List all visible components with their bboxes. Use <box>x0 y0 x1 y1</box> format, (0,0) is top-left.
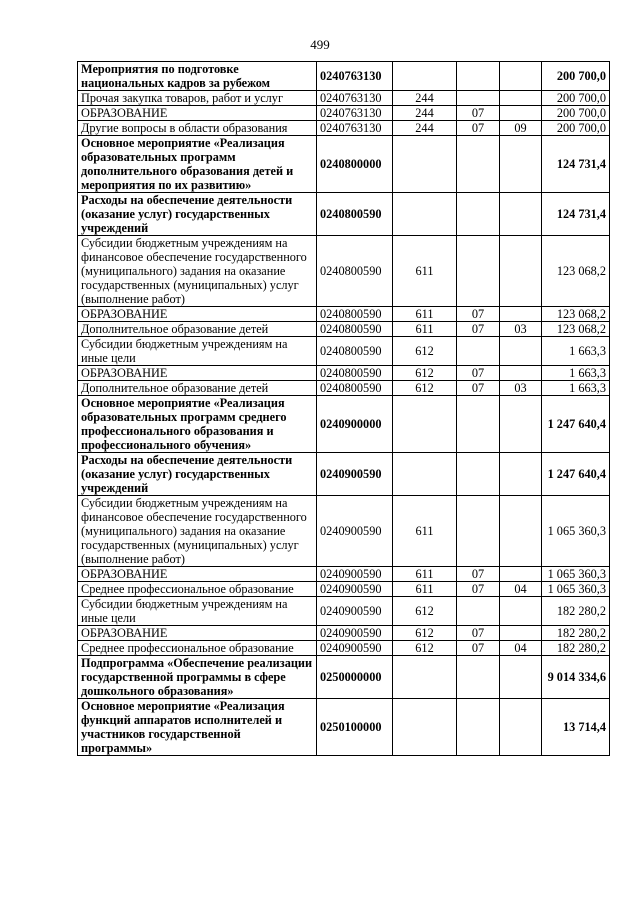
row-subsection-cell: 03 <box>500 381 542 396</box>
row-amount-cell: 123 068,2 <box>542 307 610 322</box>
row-name-cell: ОБРАЗОВАНИЕ <box>78 626 317 641</box>
row-amount-cell: 200 700,0 <box>542 91 610 106</box>
row-expense-type-cell: 611 <box>393 496 457 567</box>
table-row <box>78 567 610 582</box>
row-subsection-cell <box>500 91 542 106</box>
row-code-cell: 0240800590 <box>317 322 393 337</box>
row-code-cell: 0250100000 <box>317 699 393 756</box>
row-subsection-cell <box>500 307 542 322</box>
row-name-cell: ОБРАЗОВАНИЕ <box>78 307 317 322</box>
row-section-cell: 07 <box>457 381 500 396</box>
row-name-cell: ОБРАЗОВАНИЕ <box>78 366 317 381</box>
row-expense-type-cell <box>393 699 457 756</box>
row-section-cell: 07 <box>457 366 500 381</box>
table-row <box>78 496 610 567</box>
row-section-cell: 07 <box>457 307 500 322</box>
row-section-cell <box>457 91 500 106</box>
row-code-cell: 0240763130 <box>317 91 393 106</box>
row-name-cell: Основное мероприятие «Реализация функций аппаратов исполнителей и участников государственной программы» <box>78 699 317 756</box>
row-amount-cell: 1 663,3 <box>542 337 610 366</box>
row-amount-cell: 1 663,3 <box>542 381 610 396</box>
row-code-cell: 0240800590 <box>317 381 393 396</box>
table-row <box>78 453 610 496</box>
row-subsection-cell <box>500 62 542 91</box>
row-name-cell: Основное мероприятие «Реализация образовательных программ среднего профессионального образования и профессионального обучения» <box>78 396 317 453</box>
row-section-cell: 07 <box>457 322 500 337</box>
table-row <box>78 62 610 91</box>
row-subsection-cell <box>500 106 542 121</box>
row-amount-cell: 124 731,4 <box>542 136 610 193</box>
table-row <box>78 699 610 756</box>
row-amount-cell: 1 663,3 <box>542 366 610 381</box>
row-amount-cell: 200 700,0 <box>542 106 610 121</box>
table-row <box>78 307 610 322</box>
row-name-cell: ОБРАЗОВАНИЕ <box>78 567 317 582</box>
row-name-cell: Расходы на обеспечение деятельности (оказание услуг) государственных учреждений <box>78 193 317 236</box>
row-subsection-cell <box>500 136 542 193</box>
row-subsection-cell <box>500 396 542 453</box>
table-row <box>78 236 610 307</box>
row-section-cell <box>457 62 500 91</box>
row-subsection-cell <box>500 626 542 641</box>
row-name-cell: Субсидии бюджетным учреждениям на иные цели <box>78 337 317 366</box>
row-subsection-cell <box>500 337 542 366</box>
row-amount-cell: 182 280,2 <box>542 641 610 656</box>
row-expense-type-cell: 612 <box>393 337 457 366</box>
page-number: 499 <box>310 37 330 52</box>
row-expense-type-cell: 612 <box>393 381 457 396</box>
row-expense-type-cell: 611 <box>393 307 457 322</box>
row-subsection-cell: 03 <box>500 322 542 337</box>
row-code-cell: 0250000000 <box>317 656 393 699</box>
row-name-cell: Дополнительное образование детей <box>78 322 317 337</box>
row-expense-type-cell <box>393 453 457 496</box>
row-code-cell: 0240800590 <box>317 236 393 307</box>
row-name-cell: Другие вопросы в области образования <box>78 121 317 136</box>
row-code-cell: 0240900590 <box>317 597 393 626</box>
row-amount-cell: 124 731,4 <box>542 193 610 236</box>
row-section-cell <box>457 597 500 626</box>
row-name-cell: Расходы на обеспечение деятельности (оказание услуг) государственных учреждений <box>78 453 317 496</box>
row-code-cell: 0240800000 <box>317 136 393 193</box>
row-expense-type-cell: 611 <box>393 322 457 337</box>
row-expense-type-cell: 244 <box>393 121 457 136</box>
row-name-cell: Среднее профессиональное образование <box>78 582 317 597</box>
row-expense-type-cell: 612 <box>393 641 457 656</box>
row-expense-type-cell: 611 <box>393 582 457 597</box>
row-name-cell: Среднее профессиональное образование <box>78 641 317 656</box>
row-code-cell: 0240900590 <box>317 641 393 656</box>
row-subsection-cell <box>500 236 542 307</box>
row-code-cell: 0240900590 <box>317 626 393 641</box>
row-code-cell: 0240900590 <box>317 453 393 496</box>
table-row <box>78 322 610 337</box>
row-amount-cell: 1 247 640,4 <box>542 396 610 453</box>
row-name-cell: Субсидии бюджетным учреждениям на финансовое обеспечение государственного (муниципального) задания на оказание государственных (муниципальных) услуг (выполнение работ) <box>78 236 317 307</box>
row-section-cell: 07 <box>457 582 500 597</box>
row-expense-type-cell: 244 <box>393 106 457 121</box>
row-subsection-cell <box>500 453 542 496</box>
table-row <box>78 193 610 236</box>
row-code-cell: 0240800590 <box>317 366 393 381</box>
row-name-cell: Основное мероприятие «Реализация образовательных программ дополнительного образования детей и мероприятия по их развитию» <box>78 136 317 193</box>
table-row <box>78 337 610 366</box>
table-row <box>78 641 610 656</box>
row-section-cell <box>457 136 500 193</box>
row-section-cell: 07 <box>457 641 500 656</box>
row-amount-cell: 123 068,2 <box>542 322 610 337</box>
row-amount-cell: 1 065 360,3 <box>542 582 610 597</box>
row-section-cell: 07 <box>457 626 500 641</box>
row-code-cell: 0240800590 <box>317 337 393 366</box>
row-expense-type-cell: 244 <box>393 91 457 106</box>
row-subsection-cell <box>500 496 542 567</box>
row-expense-type-cell: 611 <box>393 236 457 307</box>
row-amount-cell: 1 065 360,3 <box>542 496 610 567</box>
row-section-cell <box>457 699 500 756</box>
row-code-cell: 0240900590 <box>317 567 393 582</box>
row-expense-type-cell: 612 <box>393 597 457 626</box>
table-row <box>78 91 610 106</box>
budget-table-body <box>78 62 610 756</box>
row-section-cell <box>457 496 500 567</box>
row-subsection-cell <box>500 656 542 699</box>
row-section-cell <box>457 236 500 307</box>
row-expense-type-cell <box>393 193 457 236</box>
row-expense-type-cell <box>393 136 457 193</box>
row-section-cell <box>457 193 500 236</box>
row-amount-cell: 1 247 640,4 <box>542 453 610 496</box>
table-row <box>78 366 610 381</box>
row-amount-cell: 182 280,2 <box>542 597 610 626</box>
row-code-cell: 0240800590 <box>317 307 393 322</box>
row-amount-cell: 182 280,2 <box>542 626 610 641</box>
row-subsection-cell <box>500 366 542 381</box>
row-subsection-cell <box>500 699 542 756</box>
row-subsection-cell: 09 <box>500 121 542 136</box>
row-section-cell: 07 <box>457 567 500 582</box>
row-section-cell <box>457 453 500 496</box>
row-name-cell: Подпрограмма «Обеспечение реализации государственной программы в сфере дошкольного образования» <box>78 656 317 699</box>
row-code-cell: 0240900000 <box>317 396 393 453</box>
table-row <box>78 626 610 641</box>
table-row <box>78 656 610 699</box>
row-expense-type-cell <box>393 656 457 699</box>
table-row <box>78 396 610 453</box>
row-amount-cell: 1 065 360,3 <box>542 567 610 582</box>
row-expense-type-cell <box>393 396 457 453</box>
row-code-cell: 0240763130 <box>317 62 393 91</box>
row-expense-type-cell: 612 <box>393 366 457 381</box>
row-code-cell: 0240763130 <box>317 106 393 121</box>
row-code-cell: 0240763130 <box>317 121 393 136</box>
row-section-cell <box>457 656 500 699</box>
row-name-cell: Субсидии бюджетным учреждениям на финансовое обеспечение государственного (муниципального) задания на оказание государственных (муниципальных) услуг (выполнение работ) <box>78 496 317 567</box>
row-section-cell: 07 <box>457 121 500 136</box>
table-row <box>78 121 610 136</box>
row-subsection-cell <box>500 597 542 626</box>
row-expense-type-cell: 612 <box>393 626 457 641</box>
row-amount-cell: 123 068,2 <box>542 236 610 307</box>
row-subsection-cell: 04 <box>500 641 542 656</box>
row-name-cell: Мероприятия по подготовке национальных кадров за рубежом <box>78 62 317 91</box>
table-row <box>78 582 610 597</box>
row-name-cell: Субсидии бюджетным учреждениям на иные цели <box>78 597 317 626</box>
row-name-cell: ОБРАЗОВАНИЕ <box>78 106 317 121</box>
row-code-cell: 0240800590 <box>317 193 393 236</box>
row-subsection-cell: 04 <box>500 582 542 597</box>
row-expense-type-cell: 611 <box>393 567 457 582</box>
row-name-cell: Дополнительное образование детей <box>78 381 317 396</box>
row-code-cell: 0240900590 <box>317 582 393 597</box>
row-subsection-cell <box>500 193 542 236</box>
row-code-cell: 0240900590 <box>317 496 393 567</box>
table-row <box>78 136 610 193</box>
row-amount-cell: 200 700,0 <box>542 62 610 91</box>
budget-table <box>77 61 610 756</box>
row-section-cell <box>457 337 500 366</box>
row-section-cell <box>457 396 500 453</box>
table-row <box>78 381 610 396</box>
row-amount-cell: 9 014 334,6 <box>542 656 610 699</box>
row-section-cell: 07 <box>457 106 500 121</box>
row-expense-type-cell <box>393 62 457 91</box>
table-row <box>78 597 610 626</box>
row-subsection-cell <box>500 567 542 582</box>
table-row <box>78 106 610 121</box>
row-name-cell: Прочая закупка товаров, работ и услуг <box>78 91 317 106</box>
row-amount-cell: 13 714,4 <box>542 699 610 756</box>
row-amount-cell: 200 700,0 <box>542 121 610 136</box>
